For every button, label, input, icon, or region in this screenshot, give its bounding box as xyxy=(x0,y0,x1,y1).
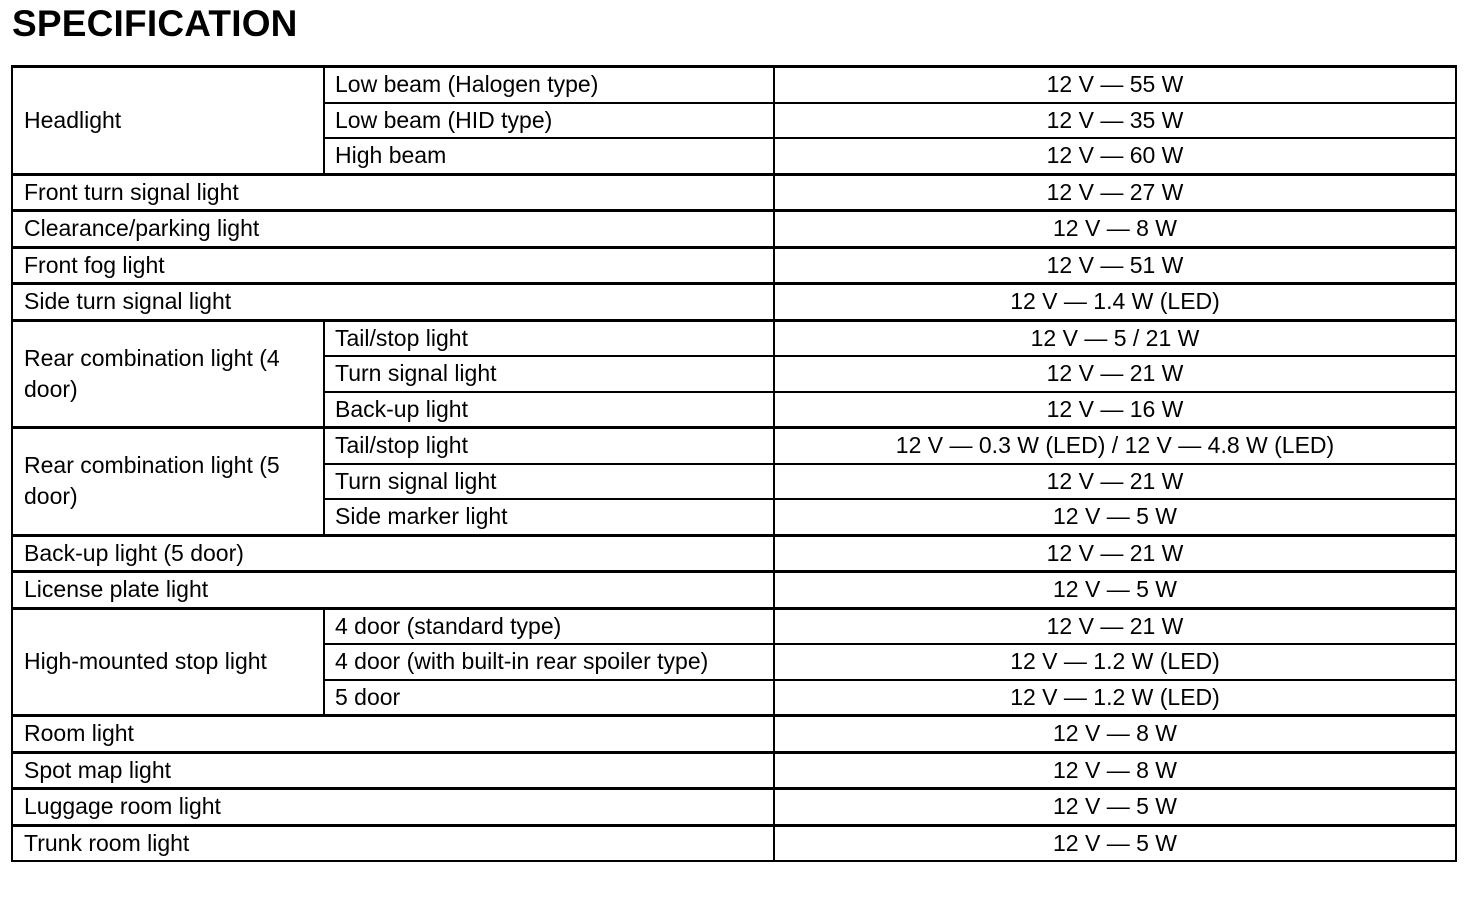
spec-value: 12 V — 21 W xyxy=(774,535,1456,572)
item-label: 4 door (standard type) xyxy=(324,608,774,644)
item-label: Tail/stop light xyxy=(324,428,774,464)
row-label: Back-up light (5 door) xyxy=(12,535,774,572)
row-label: Luggage room light xyxy=(12,789,774,826)
table-row xyxy=(12,789,1456,826)
table-row xyxy=(12,247,1456,284)
spec-value: 12 V — 5 W xyxy=(774,572,1456,609)
spec-value: 12 V — 27 W xyxy=(774,174,1456,211)
group-label-rear-combination-5-door: Rear combination light (5 door) xyxy=(12,428,324,536)
table-row xyxy=(12,535,1456,572)
group-label-high-mounted-stop-light: High-mounted stop light xyxy=(12,608,324,716)
spec-value: 12 V — 55 W xyxy=(774,67,1456,103)
table-row xyxy=(12,174,1456,211)
group-label-headlight: Headlight xyxy=(12,67,324,175)
row-label: Front turn signal light xyxy=(12,174,774,211)
table-row xyxy=(12,211,1456,248)
item-label: Turn signal light xyxy=(324,464,774,500)
table-row xyxy=(12,572,1456,609)
group-label-rear-combination-4-door: Rear combination light (4 door) xyxy=(12,320,324,428)
row-label: Spot map light xyxy=(12,752,774,789)
table-row xyxy=(12,67,1456,103)
table-row xyxy=(12,716,1456,753)
item-label: Turn signal light xyxy=(324,356,774,392)
row-label: Trunk room light xyxy=(12,825,774,861)
table-row xyxy=(12,320,1456,356)
table-row xyxy=(12,284,1456,321)
spec-value: 12 V — 21 W xyxy=(774,608,1456,644)
spec-value: 12 V — 1.2 W (LED) xyxy=(774,680,1456,716)
spec-value: 12 V — 5 W xyxy=(774,825,1456,861)
item-label: 4 door (with built-in rear spoiler type) xyxy=(324,644,774,680)
item-label: 5 door xyxy=(324,680,774,716)
spec-value: 12 V — 8 W xyxy=(774,716,1456,753)
item-label: Back-up light xyxy=(324,392,774,428)
table-row xyxy=(12,608,1456,644)
spec-value: 12 V — 5 / 21 W xyxy=(774,320,1456,356)
item-label: High beam xyxy=(324,138,774,174)
spec-value: 12 V — 51 W xyxy=(774,247,1456,284)
spec-value: 12 V — 16 W xyxy=(774,392,1456,428)
table-row xyxy=(12,428,1456,464)
spec-value: 12 V — 0.3 W (LED) / 12 V — 4.8 W (LED) xyxy=(774,428,1456,464)
row-label: Room light xyxy=(12,716,774,753)
table-row xyxy=(12,752,1456,789)
spec-value: 12 V — 35 W xyxy=(774,103,1456,139)
table-row xyxy=(12,825,1456,861)
spec-value: 12 V — 60 W xyxy=(774,138,1456,174)
specification-table xyxy=(11,65,1457,862)
spec-value: 12 V — 21 W xyxy=(774,464,1456,500)
row-label: Clearance/parking light xyxy=(12,211,774,248)
row-label: License plate light xyxy=(12,572,774,609)
spec-value: 12 V — 5 W xyxy=(774,499,1456,535)
spec-value: 12 V — 21 W xyxy=(774,356,1456,392)
spec-value: 12 V — 1.4 W (LED) xyxy=(774,284,1456,321)
spec-value: 12 V — 5 W xyxy=(774,789,1456,826)
page-title: SPECIFICATION xyxy=(12,3,298,44)
spec-value: 12 V — 8 W xyxy=(774,211,1456,248)
item-label: Side marker light xyxy=(324,499,774,535)
spec-value: 12 V — 1.2 W (LED) xyxy=(774,644,1456,680)
item-label: Tail/stop light xyxy=(324,320,774,356)
spec-value: 12 V — 8 W xyxy=(774,752,1456,789)
item-label: Low beam (Halogen type) xyxy=(324,67,774,103)
row-label: Side turn signal light xyxy=(12,284,774,321)
item-label: Low beam (HID type) xyxy=(324,103,774,139)
row-label: Front fog light xyxy=(12,247,774,284)
